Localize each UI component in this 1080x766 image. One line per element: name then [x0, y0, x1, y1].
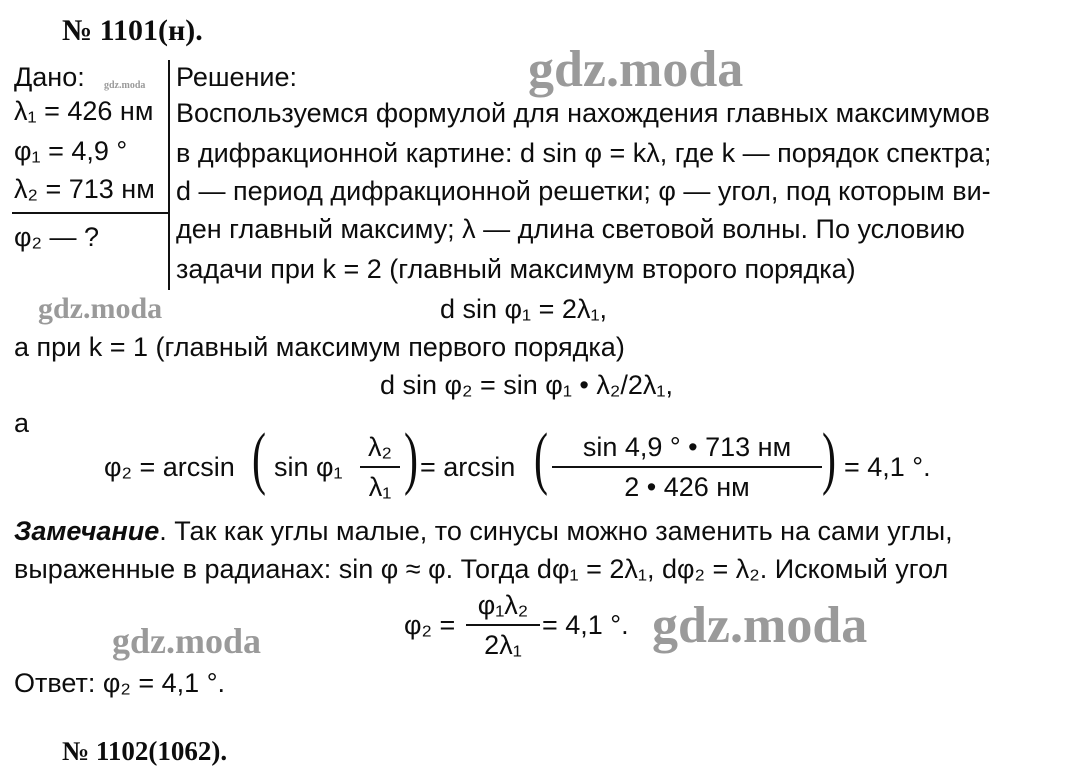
next-problem-cut: № 1102(1062). [62, 736, 228, 766]
line-k1: а при k = 1 (главный максимум первого порядка) [14, 332, 625, 362]
solution-line-4: ден главный максиму; λ — длина световой волны. По условию [176, 214, 965, 244]
eq3-frac2-bar [552, 466, 822, 468]
conjunction-a: а [14, 408, 30, 438]
eq3-paren-open-2: ( [534, 420, 548, 497]
watermark-logo: gdz.moda [112, 621, 262, 661]
eq3-frac1-den: λ₁ [368, 472, 392, 502]
eq3-frac1-num: λ₂ [368, 432, 392, 462]
eq4-lhs: φ₂ = [404, 610, 456, 640]
watermark-logo: gdz.moda [38, 292, 163, 325]
solution-line-2: в дифракционной картине: d sin φ = kλ, где k — порядок спектра; [176, 138, 992, 168]
eq4-result: = 4,1 °. [542, 610, 629, 640]
eq3-paren-close-2: ) [822, 420, 836, 497]
find-phi2: φ₂ — ? [14, 222, 100, 252]
solution-line-1: Воспользуемся формулой для нахождения главных максимумов [176, 98, 990, 128]
given-vertical-rule [168, 60, 170, 290]
eq3-paren-open-1: ( [252, 420, 266, 497]
watermark-logo: gdz.moda [528, 41, 744, 98]
eq3-frac2-den: 2 • 426 нм [624, 472, 750, 502]
watermark-logo: gdz.moda [652, 597, 868, 654]
eq3-result: = 4,1 °. [844, 452, 931, 482]
eq3-arcsin: = arcsin [420, 452, 516, 482]
eq3-frac1-bar [360, 466, 400, 468]
solution-line-5: задачи при k = 2 (главный максимум второго порядка) [176, 254, 856, 284]
given-separator [12, 212, 168, 214]
equation-1: d sin φ₁ = 2λ₁, [440, 294, 608, 324]
answer: Ответ: φ₂ = 4,1 °. [14, 668, 225, 698]
eq3-frac2-num: sin 4,9 ° • 713 нм [582, 432, 792, 462]
eq3-paren-close-1: ) [404, 420, 418, 497]
remark-label: Замечание [14, 516, 160, 546]
remark-text-1: . Так как углы малые, то синусы можно заменить на сами углы, [159, 516, 953, 546]
given-phi1: φ₁ = 4,9 ° [14, 136, 128, 166]
eq4-bar [466, 624, 540, 626]
eq4-num: φ₁λ₂ [477, 590, 529, 620]
eq3-lhs: φ₂ = arcsin [104, 452, 235, 482]
solution-line-3: d — период дифракционной решетки; φ — угол, под которым ви- [176, 176, 991, 206]
given-lambda1: λ₁ = 426 нм [14, 96, 154, 126]
equation-2: d sin φ₂ = sin φ₁ • λ₂/2λ₁, [380, 370, 673, 400]
remark-line-1 [14, 516, 953, 546]
eq3-inner1: sin φ₁ [274, 452, 343, 482]
problem-number: № 1101(н). [62, 14, 203, 47]
watermark-logo: gdz.moda [104, 80, 146, 91]
given-header: Дано: [14, 62, 85, 92]
eq4-den: 2λ₁ [484, 630, 522, 660]
given-lambda2: λ₂ = 713 нм [14, 174, 155, 204]
remark-line-2: выраженные в радианах: sin φ ≈ φ. Тогда dφ₁ = 2λ₁, dφ₂ = λ₂. Искомый угол [14, 554, 949, 584]
solution-header: Решение: [176, 62, 298, 92]
